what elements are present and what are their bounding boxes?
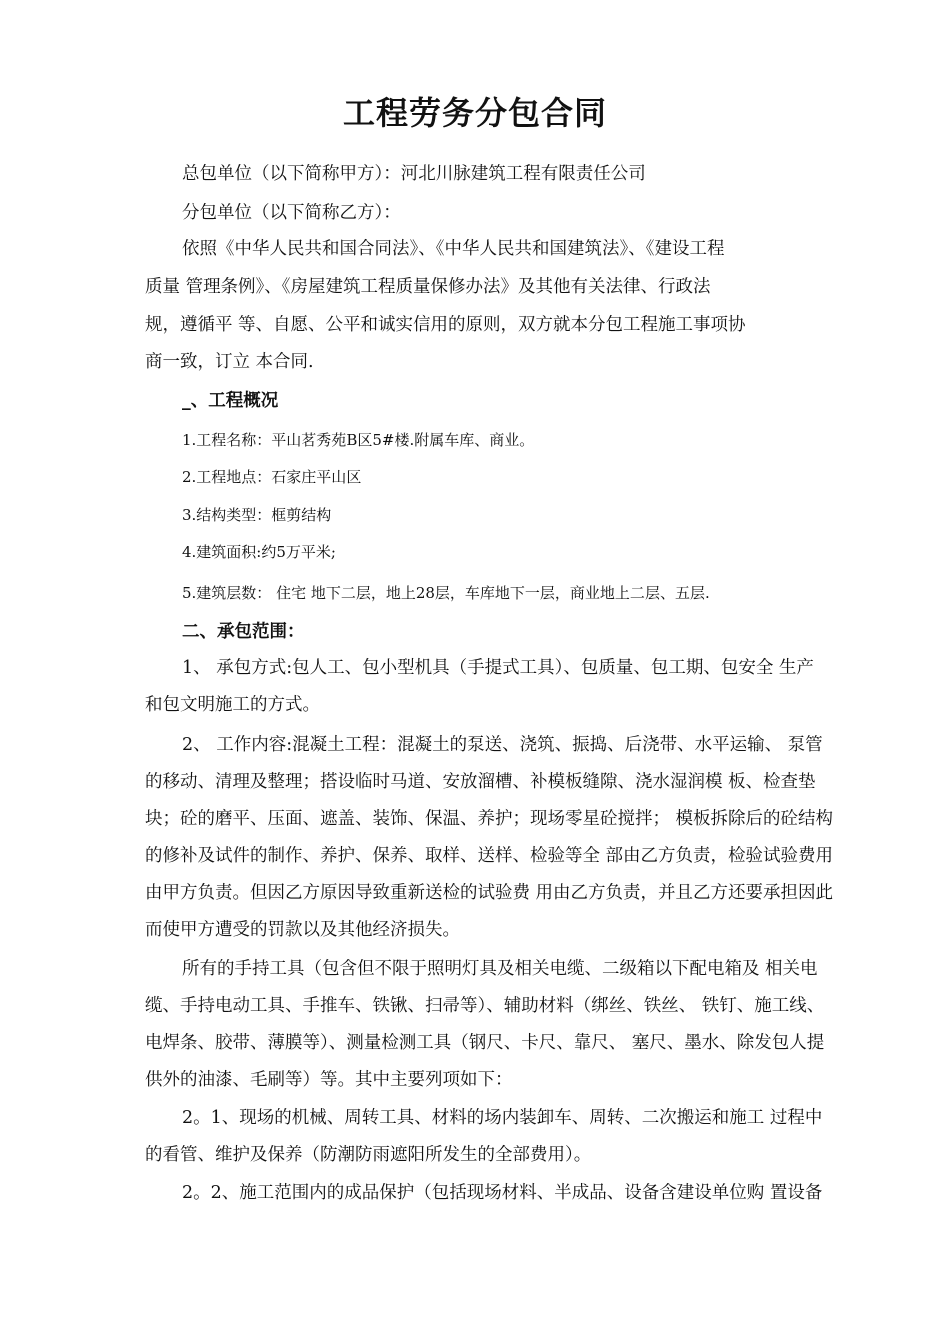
list-item: 3.结构类型：框剪结构	[182, 506, 332, 524]
paragraph-line: 的看管、维护及保养（防潮防雨遮阳所发生的全部费用）。	[145, 1145, 592, 1165]
paragraph-line: 电焊条、胶带、薄膜等）、测量检测工具（钢尺、卡尺、靠尺、 塞尺、墨水、除发包人提	[145, 1033, 825, 1053]
paragraph-line: 2。1、现场的机械、周转工具、材料的场内装卸车、周转、二次搬运和施工 过程中	[182, 1108, 823, 1128]
paragraph-line: 由甲方负责。但因乙方原因导致重新送检的试验费 用由乙方负责，并且乙方还要承担因此	[145, 883, 834, 903]
paragraph-line: 2、 工作内容:混凝土工程：混凝土的泵送、浇筑、振捣、后浇带、水平运输、 泵管	[182, 735, 823, 755]
paragraph-line: 的移动、清理及整理；搭设临时马道、安放溜槽、补模板缝隙、浇水湿润模 板、检查垫	[145, 772, 816, 792]
list-item: 4.建筑面积:约5万平米;	[182, 543, 336, 561]
paragraph-line: 块；砼的磨平、压面、遮盖、装饰、保温、养护；现场零星砼搅拌； 模板拆除后的砼结构	[145, 809, 834, 829]
section-heading: 二、承包范围：	[182, 622, 305, 642]
paragraph-line: 所有的手持工具（包含但不限于照明灯具及相关电缆、二级箱以下配电箱及 相关电	[182, 959, 818, 979]
paragraph-line: 和包文明施工的方式。	[145, 695, 320, 715]
paragraph-line: 分包单位（以下简称乙方）：	[182, 203, 401, 223]
paragraph-line: 供外的油漆、毛刷等）等。其中主要列项如下：	[145, 1070, 513, 1090]
paragraph-line: 而使甲方遭受的罚款以及其他经济损失。	[145, 920, 460, 940]
paragraph-line: 商一致，订立 本合同.	[145, 352, 314, 372]
paragraph-line: 2。2、施工范围内的成品保护（包括现场材料、半成品、设备含建设单位购 置设备	[182, 1183, 823, 1203]
paragraph-line: 的修补及试件的制作、养护、保养、取样、送样、检验等全 部由乙方负责，检验试验费用	[145, 846, 834, 866]
document-title: 工程劳务分包合同	[342, 94, 607, 132]
paragraph-line: 1、 承包方式:包人工、包小型机具（手提式工具）、包质量、包工期、包安全 生产	[182, 658, 814, 678]
paragraph-line: 总包单位（以下简称甲方）：河北川脉建筑工程有限责任公司	[182, 164, 646, 184]
paragraph-line: 规，遵循平 等、自愿、公平和诚实信用的原则，双方就本分包工程施工事项协	[145, 315, 746, 335]
list-item: 5.建筑层数： 住宅 地下二层，地上28层，车库地下一层，商业地上二层、五层.	[182, 584, 710, 602]
paragraph-line: 缆、手持电动工具、手推车、铁锹、扫帚等）、辅助材料（绑丝、铁丝、 铁钉、施工线、	[145, 996, 825, 1016]
paragraph-line: 质量 管理条例》、《房屋建筑工程质量保修办法》及其他有关法律、行政法	[145, 277, 711, 297]
section-heading: _、工程概况	[182, 391, 279, 411]
list-item: 2.工程地点：石家庄平山区	[182, 468, 362, 486]
list-item: 1.工程名称：平山茗秀苑B区5#楼.附属车库、商业。	[182, 431, 535, 449]
paragraph-line: 依照《中华人民共和国合同法》、《中华人民共和国建筑法》、《建设工程	[182, 239, 725, 259]
